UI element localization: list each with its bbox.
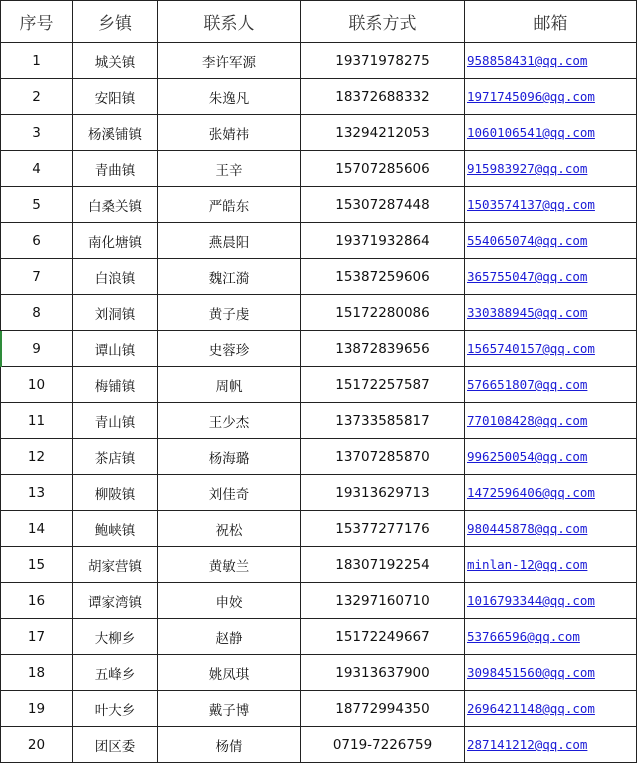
cell-email-link[interactable]: 287141212@qq.com <box>465 727 637 763</box>
cell-town: 叶大乡 <box>73 691 158 727</box>
cell-town: 五峰乡 <box>73 655 158 691</box>
header-contact: 联系人 <box>158 1 301 43</box>
cell-town: 杨溪铺镇 <box>73 115 158 151</box>
cell-contact: 杨海璐 <box>158 439 301 475</box>
cell-contact: 赵静 <box>158 619 301 655</box>
cell-index: 16 <box>1 583 73 619</box>
cell-contact: 史蓉珍 <box>158 331 301 367</box>
cell-index: 1 <box>1 43 73 79</box>
table-row <box>1 115 637 151</box>
cell-phone: 15172257587 <box>301 367 465 403</box>
table-row <box>1 547 637 583</box>
table-row <box>1 367 637 403</box>
cell-index: 20 <box>1 727 73 763</box>
cell-town: 鲍峡镇 <box>73 511 158 547</box>
cell-index: 11 <box>1 403 73 439</box>
cell-phone: 19371978275 <box>301 43 465 79</box>
cell-phone: 19313629713 <box>301 475 465 511</box>
cell-contact: 李许军源 <box>158 43 301 79</box>
header-index: 序号 <box>1 1 73 43</box>
row-selection-marker <box>0 331 2 367</box>
cell-contact: 黄敏兰 <box>158 547 301 583</box>
cell-email-link[interactable]: 3098451560@qq.com <box>465 655 637 691</box>
cell-email-link[interactable]: 1016793344@qq.com <box>465 583 637 619</box>
cell-town: 谭山镇 <box>73 331 158 367</box>
cell-town: 南化塘镇 <box>73 223 158 259</box>
cell-phone: 18772994350 <box>301 691 465 727</box>
cell-phone: 0719-7226759 <box>301 727 465 763</box>
table-row <box>1 259 637 295</box>
table-row <box>1 43 637 79</box>
cell-town: 白浪镇 <box>73 259 158 295</box>
table-row <box>1 691 637 727</box>
table-row <box>1 727 637 763</box>
cell-email-link[interactable]: 576651807@qq.com <box>465 367 637 403</box>
header-row <box>1 1 637 43</box>
table-row <box>1 511 637 547</box>
cell-index: 13 <box>1 475 73 511</box>
cell-email-link[interactable]: 996250054@qq.com <box>465 439 637 475</box>
cell-contact: 朱逸凡 <box>158 79 301 115</box>
cell-phone: 13294212053 <box>301 115 465 151</box>
table-row <box>1 295 637 331</box>
cell-phone: 19371932864 <box>301 223 465 259</box>
cell-index: 18 <box>1 655 73 691</box>
cell-contact: 王辛 <box>158 151 301 187</box>
cell-contact: 王少杰 <box>158 403 301 439</box>
cell-contact: 严皓东 <box>158 187 301 223</box>
cell-town: 青山镇 <box>73 403 158 439</box>
cell-phone: 18372688332 <box>301 79 465 115</box>
cell-phone: 15707285606 <box>301 151 465 187</box>
cell-phone: 15172280086 <box>301 295 465 331</box>
cell-town: 团区委 <box>73 727 158 763</box>
cell-contact: 魏江漪 <box>158 259 301 295</box>
cell-index: 5 <box>1 187 73 223</box>
cell-contact: 刘佳奇 <box>158 475 301 511</box>
cell-index: 10 <box>1 367 73 403</box>
cell-phone: 13872839656 <box>301 331 465 367</box>
cell-email-link[interactable]: 1503574137@qq.com <box>465 187 637 223</box>
cell-email-link[interactable]: 770108428@qq.com <box>465 403 637 439</box>
cell-town: 青曲镇 <box>73 151 158 187</box>
table-row <box>1 331 637 367</box>
cell-contact: 祝松 <box>158 511 301 547</box>
cell-index: 4 <box>1 151 73 187</box>
cell-email-link[interactable]: 330388945@qq.com <box>465 295 637 331</box>
cell-index: 14 <box>1 511 73 547</box>
cell-phone: 13297160710 <box>301 583 465 619</box>
cell-index: 8 <box>1 295 73 331</box>
cell-town: 柳陂镇 <box>73 475 158 511</box>
table-row <box>1 79 637 115</box>
table-row <box>1 475 637 511</box>
cell-index: 7 <box>1 259 73 295</box>
cell-phone: 15172249667 <box>301 619 465 655</box>
table-row <box>1 223 637 259</box>
table-row <box>1 187 637 223</box>
cell-email-link[interactable]: 53766596@qq.com <box>465 619 637 655</box>
table-row <box>1 583 637 619</box>
cell-email-link[interactable]: 915983927@qq.com <box>465 151 637 187</box>
cell-contact: 申姣 <box>158 583 301 619</box>
table-row <box>1 655 637 691</box>
cell-town: 刘洞镇 <box>73 295 158 331</box>
cell-index: 9 <box>1 331 73 367</box>
cell-phone: 15307287448 <box>301 187 465 223</box>
cell-contact: 燕晨阳 <box>158 223 301 259</box>
cell-phone: 15387259606 <box>301 259 465 295</box>
cell-index: 2 <box>1 79 73 115</box>
cell-index: 3 <box>1 115 73 151</box>
cell-email-link[interactable]: 958858431@qq.com <box>465 43 637 79</box>
cell-email-link[interactable]: 980445878@qq.com <box>465 511 637 547</box>
cell-phone: 18307192254 <box>301 547 465 583</box>
table-body <box>1 43 637 763</box>
cell-index: 12 <box>1 439 73 475</box>
cell-email-link[interactable]: 1971745096@qq.com <box>465 79 637 115</box>
cell-contact: 姚凤琪 <box>158 655 301 691</box>
cell-town: 梅铺镇 <box>73 367 158 403</box>
header-email: 邮箱 <box>465 1 637 43</box>
cell-phone: 15377277176 <box>301 511 465 547</box>
cell-index: 15 <box>1 547 73 583</box>
cell-contact: 黄子虔 <box>158 295 301 331</box>
cell-town: 谭家湾镇 <box>73 583 158 619</box>
table-row <box>1 151 637 187</box>
cell-index: 19 <box>1 691 73 727</box>
cell-phone: 13707285870 <box>301 439 465 475</box>
cell-town: 茶店镇 <box>73 439 158 475</box>
cell-email-link[interactable]: 1060106541@qq.com <box>465 115 637 151</box>
cell-contact: 张婧祎 <box>158 115 301 151</box>
cell-email-link[interactable]: 1565740157@qq.com <box>465 331 637 367</box>
table-header <box>1 1 637 43</box>
table-row <box>1 619 637 655</box>
cell-index: 17 <box>1 619 73 655</box>
cell-index: 6 <box>1 223 73 259</box>
table-row <box>1 403 637 439</box>
header-phone: 联系方式 <box>301 1 465 43</box>
cell-email-link[interactable]: 554065074@qq.com <box>465 223 637 259</box>
cell-town: 安阳镇 <box>73 79 158 115</box>
cell-email-link[interactable]: 365755047@qq.com <box>465 259 637 295</box>
cell-phone: 13733585817 <box>301 403 465 439</box>
header-town: 乡镇 <box>73 1 158 43</box>
cell-town: 城关镇 <box>73 43 158 79</box>
cell-contact: 周帆 <box>158 367 301 403</box>
cell-email-link[interactable]: 2696421148@qq.com <box>465 691 637 727</box>
cell-town: 白桑关镇 <box>73 187 158 223</box>
cell-email-link[interactable]: minlan-12@qq.com <box>465 547 637 583</box>
cell-email-link[interactable]: 1472596406@qq.com <box>465 475 637 511</box>
table-row <box>1 439 637 475</box>
cell-town: 大柳乡 <box>73 619 158 655</box>
cell-phone: 19313637900 <box>301 655 465 691</box>
cell-town: 胡家营镇 <box>73 547 158 583</box>
cell-contact: 杨倩 <box>158 727 301 763</box>
cell-contact: 戴子博 <box>158 691 301 727</box>
